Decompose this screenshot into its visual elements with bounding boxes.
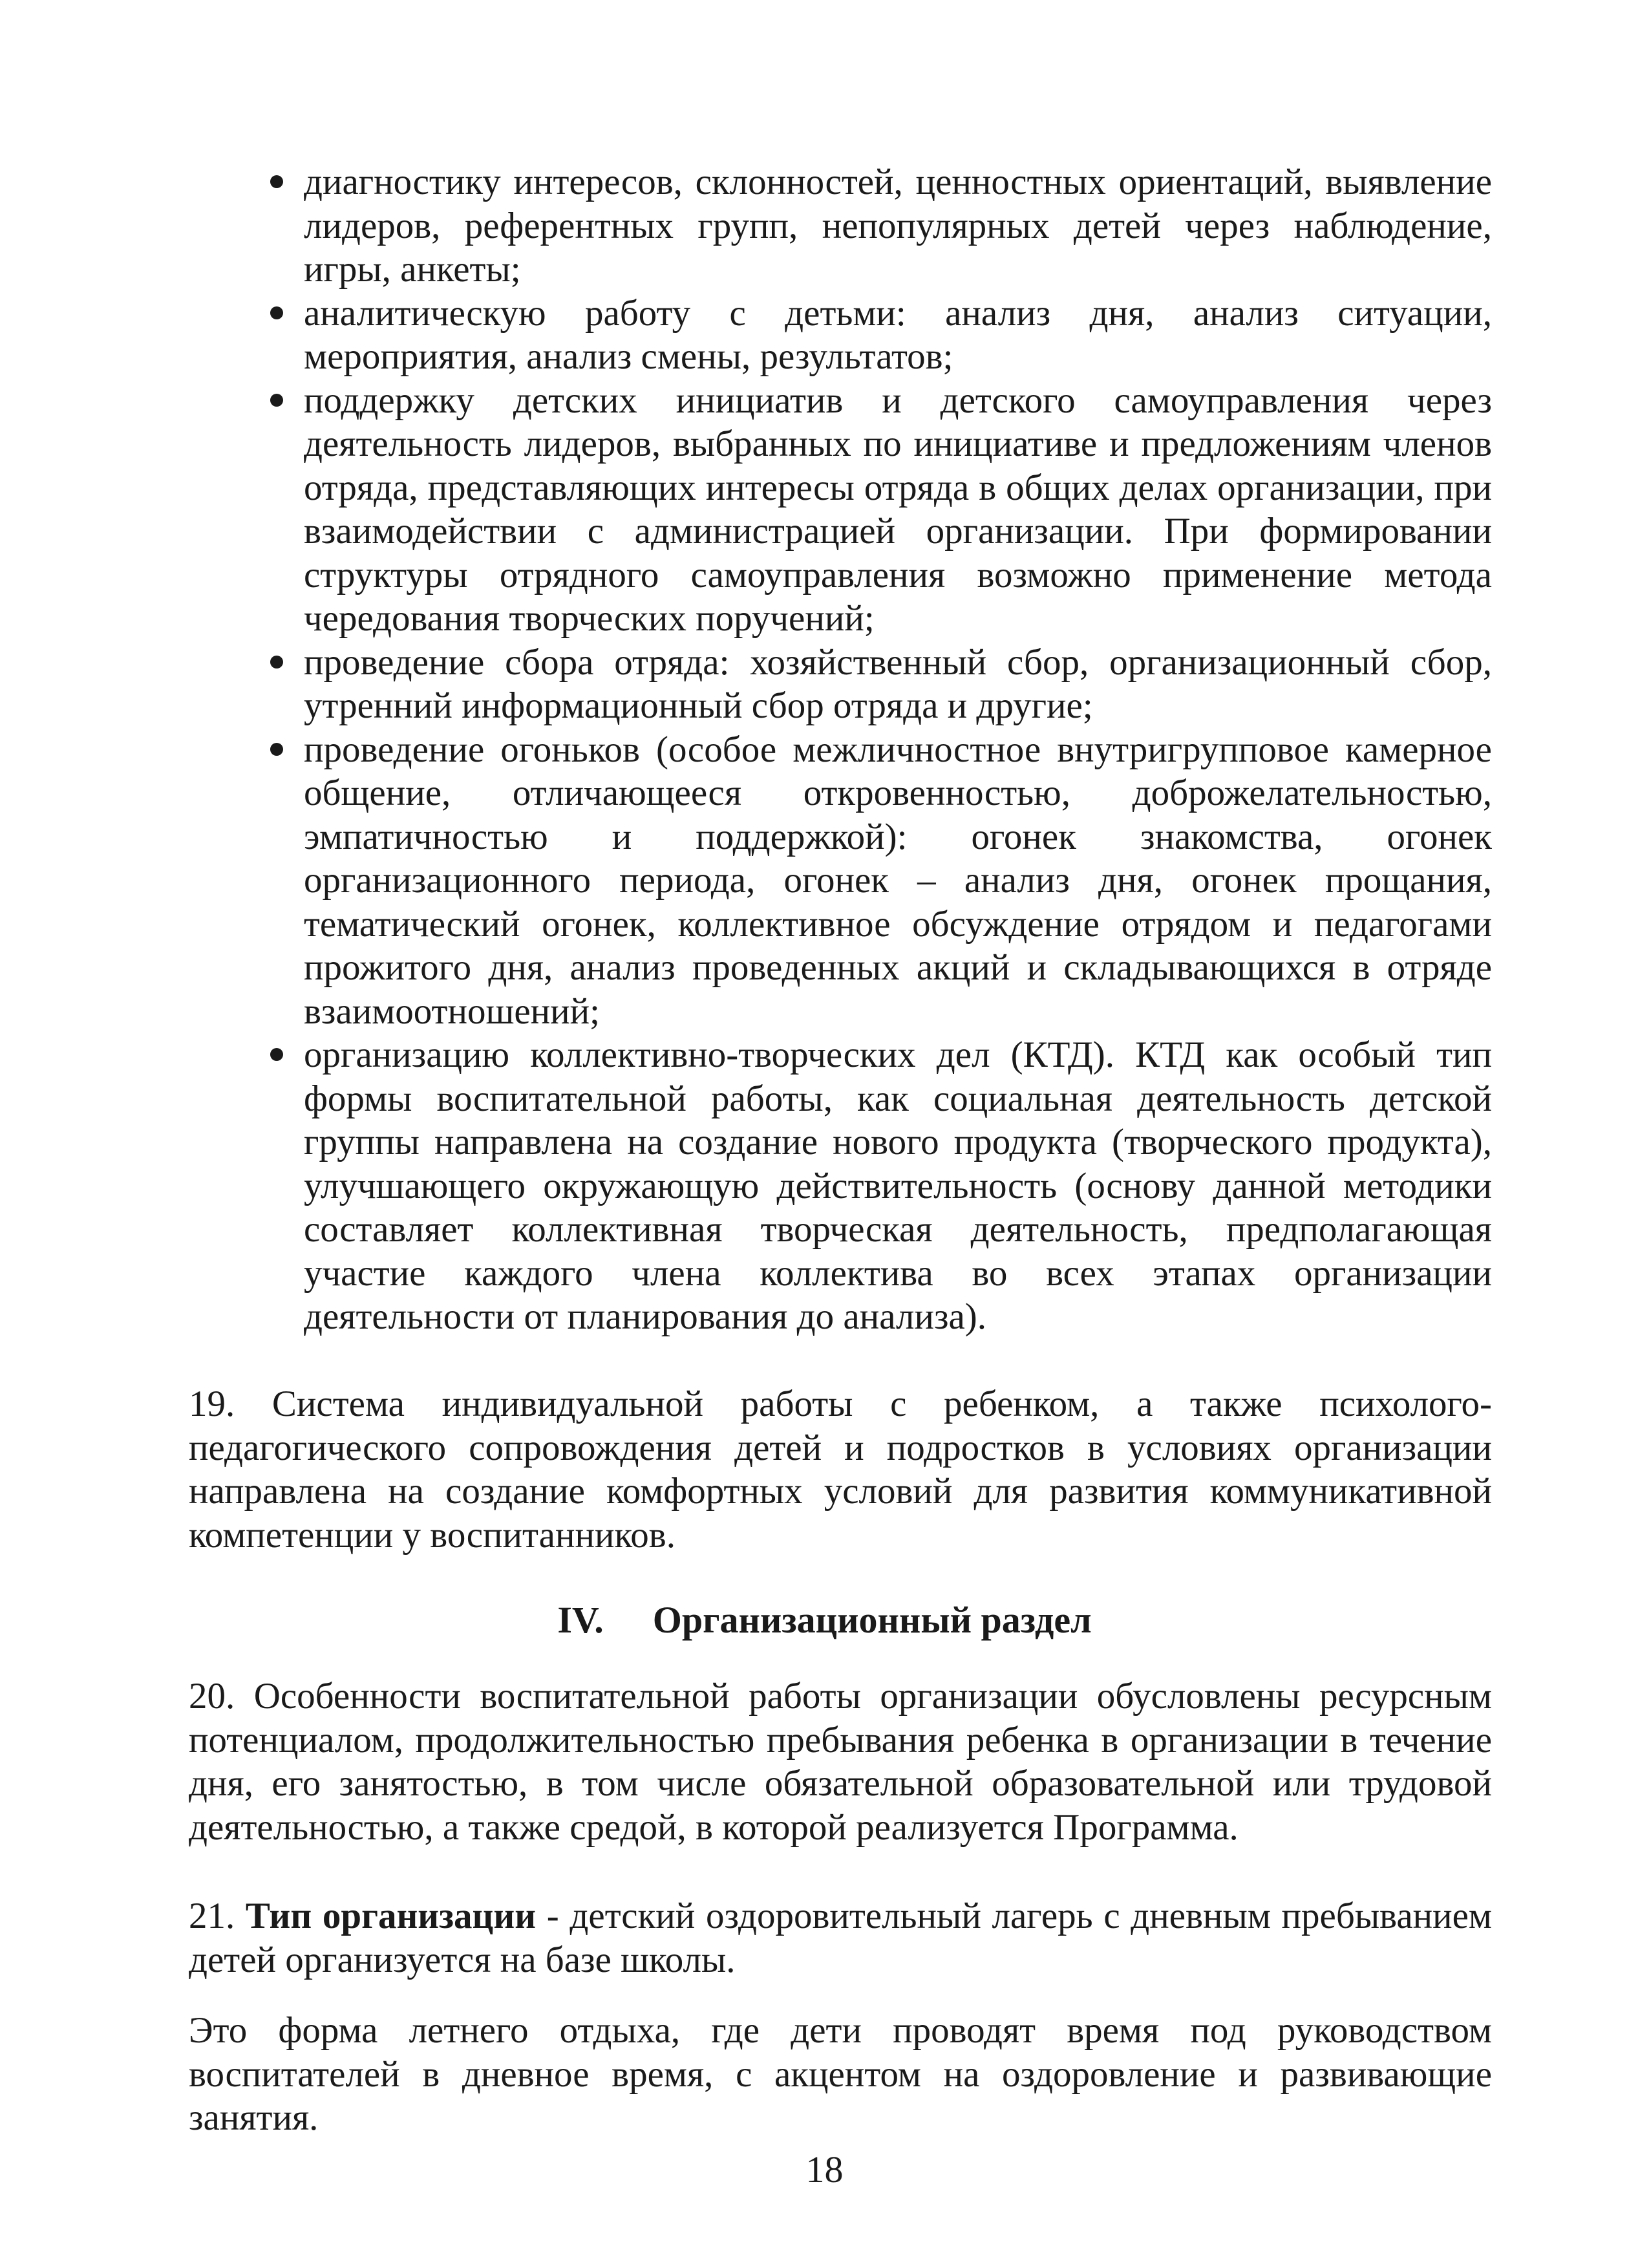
paragraph-20: 20. Особенности воспитательной работы организации обусловлены ресурсным потенциалом, продолжительностью пребывания ребенка в организации в течение дня, его занятостью, в том числе обязательной образовательной или трудовой деятельностью, а также средой, в которой реализуется Программа. [189, 1676, 1492, 1848]
page-number: 18 [805, 2148, 844, 2190]
bullet-icon [270, 743, 283, 756]
list-item-text: диагностику интересов, склонностей, ценностных ориентаций, выявление лидеров, референтных групп, непопулярных детей через наблюдение, игры, анкеты; [304, 162, 1492, 290]
section-number: IV. [557, 1599, 604, 1641]
bullet-list [304, 160, 1492, 1339]
section-title: Организационный раздел [652, 1599, 1092, 1641]
paragraph-21-prefix: 21. [189, 1896, 246, 1936]
list-item-text: проведение сбора отряда: хозяйственный сбор, организационный сбор, утренний информационный сбор отряда и другие; [304, 641, 1492, 726]
bullet-icon [270, 656, 283, 669]
paragraph-22: Это форма летнего отдыха, где дети проводят время под руководством воспитателей в дневное время, с акцентом на оздоровление и развивающие занятия. [189, 2010, 1492, 2138]
paragraph-21 [189, 1894, 1492, 1982]
section-heading [0, 1598, 1649, 1642]
list-item [304, 728, 1492, 1034]
list-item-text: поддержку детских инициатив и детского самоуправления через деятельность лидеров, выбранных по инициативе и предложениям членов отряда, представляющих интересы отряда в общих делах организации, при взаимодействии с администрацией организации. При формировании структуры отрядного самоуправления возможно применение метода чередования творческих поручений; [304, 380, 1492, 639]
list-item-text: аналитическую работу с детьми: анализ дня, анализ ситуации, мероприятия, анализ смены, результатов; [304, 292, 1492, 377]
paragraph-21-term: Тип организации [245, 1896, 537, 1936]
list-item [304, 379, 1492, 641]
bullet-icon [270, 306, 283, 319]
paragraph-21-text: - детский оздоровительный лагерь с дневным пребыванием детей организуется на базе школы. [189, 1896, 1492, 1980]
paragraph-19: 19. Система индивидуальной работы с ребенком, а также психолого-педагогического сопровождения детей и подростков в условиях организации направлена на создание комфортных условий для развития коммуникативной компетенции у воспитанников. [189, 1384, 1492, 1556]
bullet-icon [270, 1048, 283, 1061]
list-item [304, 292, 1492, 379]
bullet-icon [270, 394, 283, 407]
list-item [304, 641, 1492, 728]
list-item-text: проведение огоньков (особое межличностное внутригрупповое камерное общение, отличающееся откровенностью, доброжелательностью, эмпатичностью и поддержкой): огонек знакомства, огонек организационного периода, огонек – анализ дня, огонек прощания, тематический огонек, коллективное обсуждение отрядом и педагогами прожитого дня, анализ проведенных акций и складывающихся в отряде взаимоотношений; [304, 729, 1492, 1032]
list-item [304, 160, 1492, 292]
bullet-icon [270, 175, 283, 188]
list-item [304, 1033, 1492, 1339]
list-item-text: организацию коллективно-творческих дел (КТД). КТД как особый тип формы воспитательной работы, как социальная деятельность детской группы направлена на создание нового продукта (творческого продукта), улучшающего окружающую действительность (основу данной методики составляет коллективная творческая деятельность, предполагающая участие каждого члена коллектива во всех этапах организации деятельности от планирования до анализа). [304, 1034, 1492, 1337]
